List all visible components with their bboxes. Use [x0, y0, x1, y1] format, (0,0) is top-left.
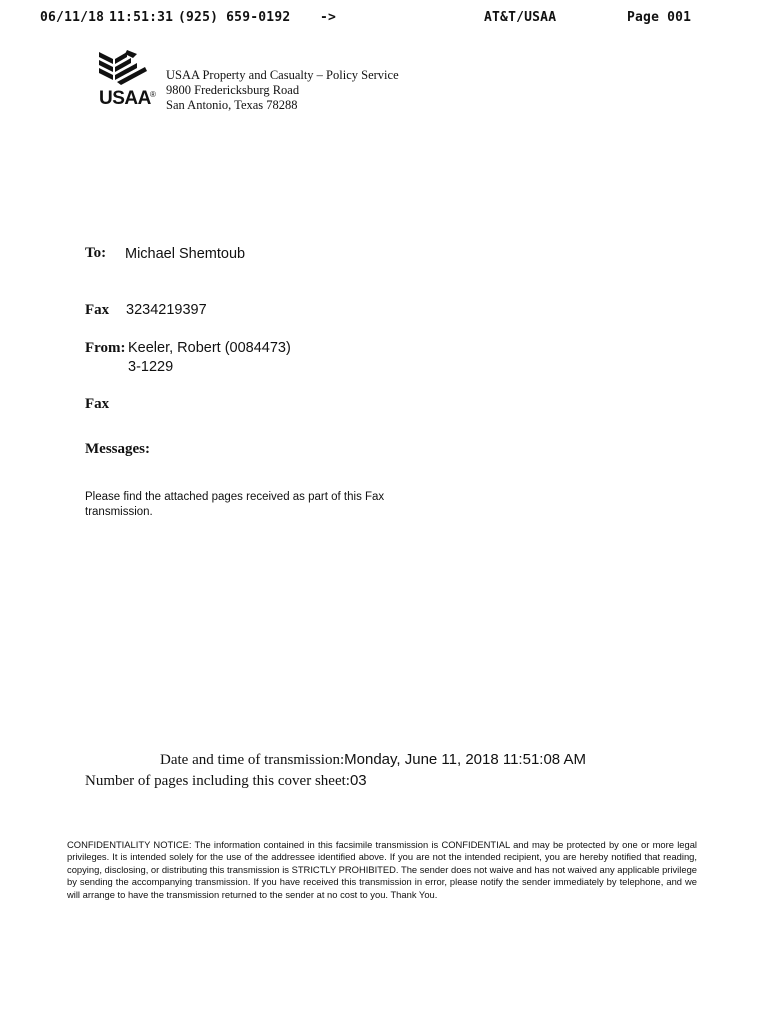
fax-header-date: 06/11/18 [40, 10, 105, 25]
fax-header-phone: (925) 659-0192 [178, 10, 291, 25]
company-name: USAA Property and Casualty – Policy Service [166, 68, 399, 82]
confidentiality-notice: CONFIDENTIALITY NOTICE: The information contained in this facsimile transmission is CONFIDENTIAL and may be protected by one or more legal privileges. It is intended solely for the use of the addressee identified above. If you are not the intended recipient, you are hereby notified that reading, copying, disclosing, or distributing this transmission is STRICTLY PROHIBITED. The sender does not waive and has not waived any applicable privilege by sending the accompanying transmission. If you have received this transmission in error, please notify the sender immediately by telephone, and we will arrange to have the transmission returned to the sender at no cost to you. Thank You. [67, 839, 697, 900]
pages-line [85, 772, 367, 790]
from-label: From: [85, 340, 126, 356]
city-address: San Antonio, Texas 78288 [166, 98, 298, 112]
pages-value: 03 [349, 772, 367, 789]
transmission-label: Date and time of transmission: [160, 752, 345, 768]
fax-label: Fax [85, 302, 110, 318]
eagle-icon [97, 50, 155, 88]
fax-header-time: 11:51:31 [109, 10, 174, 25]
fax-header-arrow: -> [320, 10, 337, 25]
to-value: Michael Shemtoub [125, 246, 246, 262]
to-label: To: [85, 245, 107, 261]
pages-label: Number of pages including this cover sheet: [85, 773, 350, 789]
street-address: 9800 Fredericksburg Road [166, 83, 300, 97]
transmission-line [160, 751, 586, 769]
fax-value: 3234219397 [126, 302, 207, 318]
from-value: Keeler, Robert (0084473) [128, 340, 291, 356]
messages-body: Please find the attached pages received as part of this Fax transmission. [85, 491, 385, 518]
fax-header-page: Page 001 [627, 10, 692, 25]
sender-fax-label: Fax [85, 396, 110, 412]
usaa-logo [97, 50, 159, 112]
registered-mark: ® [150, 90, 156, 99]
letterhead-address [166, 68, 399, 113]
logo-text: USAA [99, 88, 151, 109]
transmission-value: Monday, June 11, 2018 11:51:08 AM [344, 751, 586, 768]
from-extension: 3-1229 [128, 359, 174, 375]
fax-header-destination: AT&T/USAA [484, 10, 557, 25]
messages-label: Messages: [85, 441, 150, 457]
